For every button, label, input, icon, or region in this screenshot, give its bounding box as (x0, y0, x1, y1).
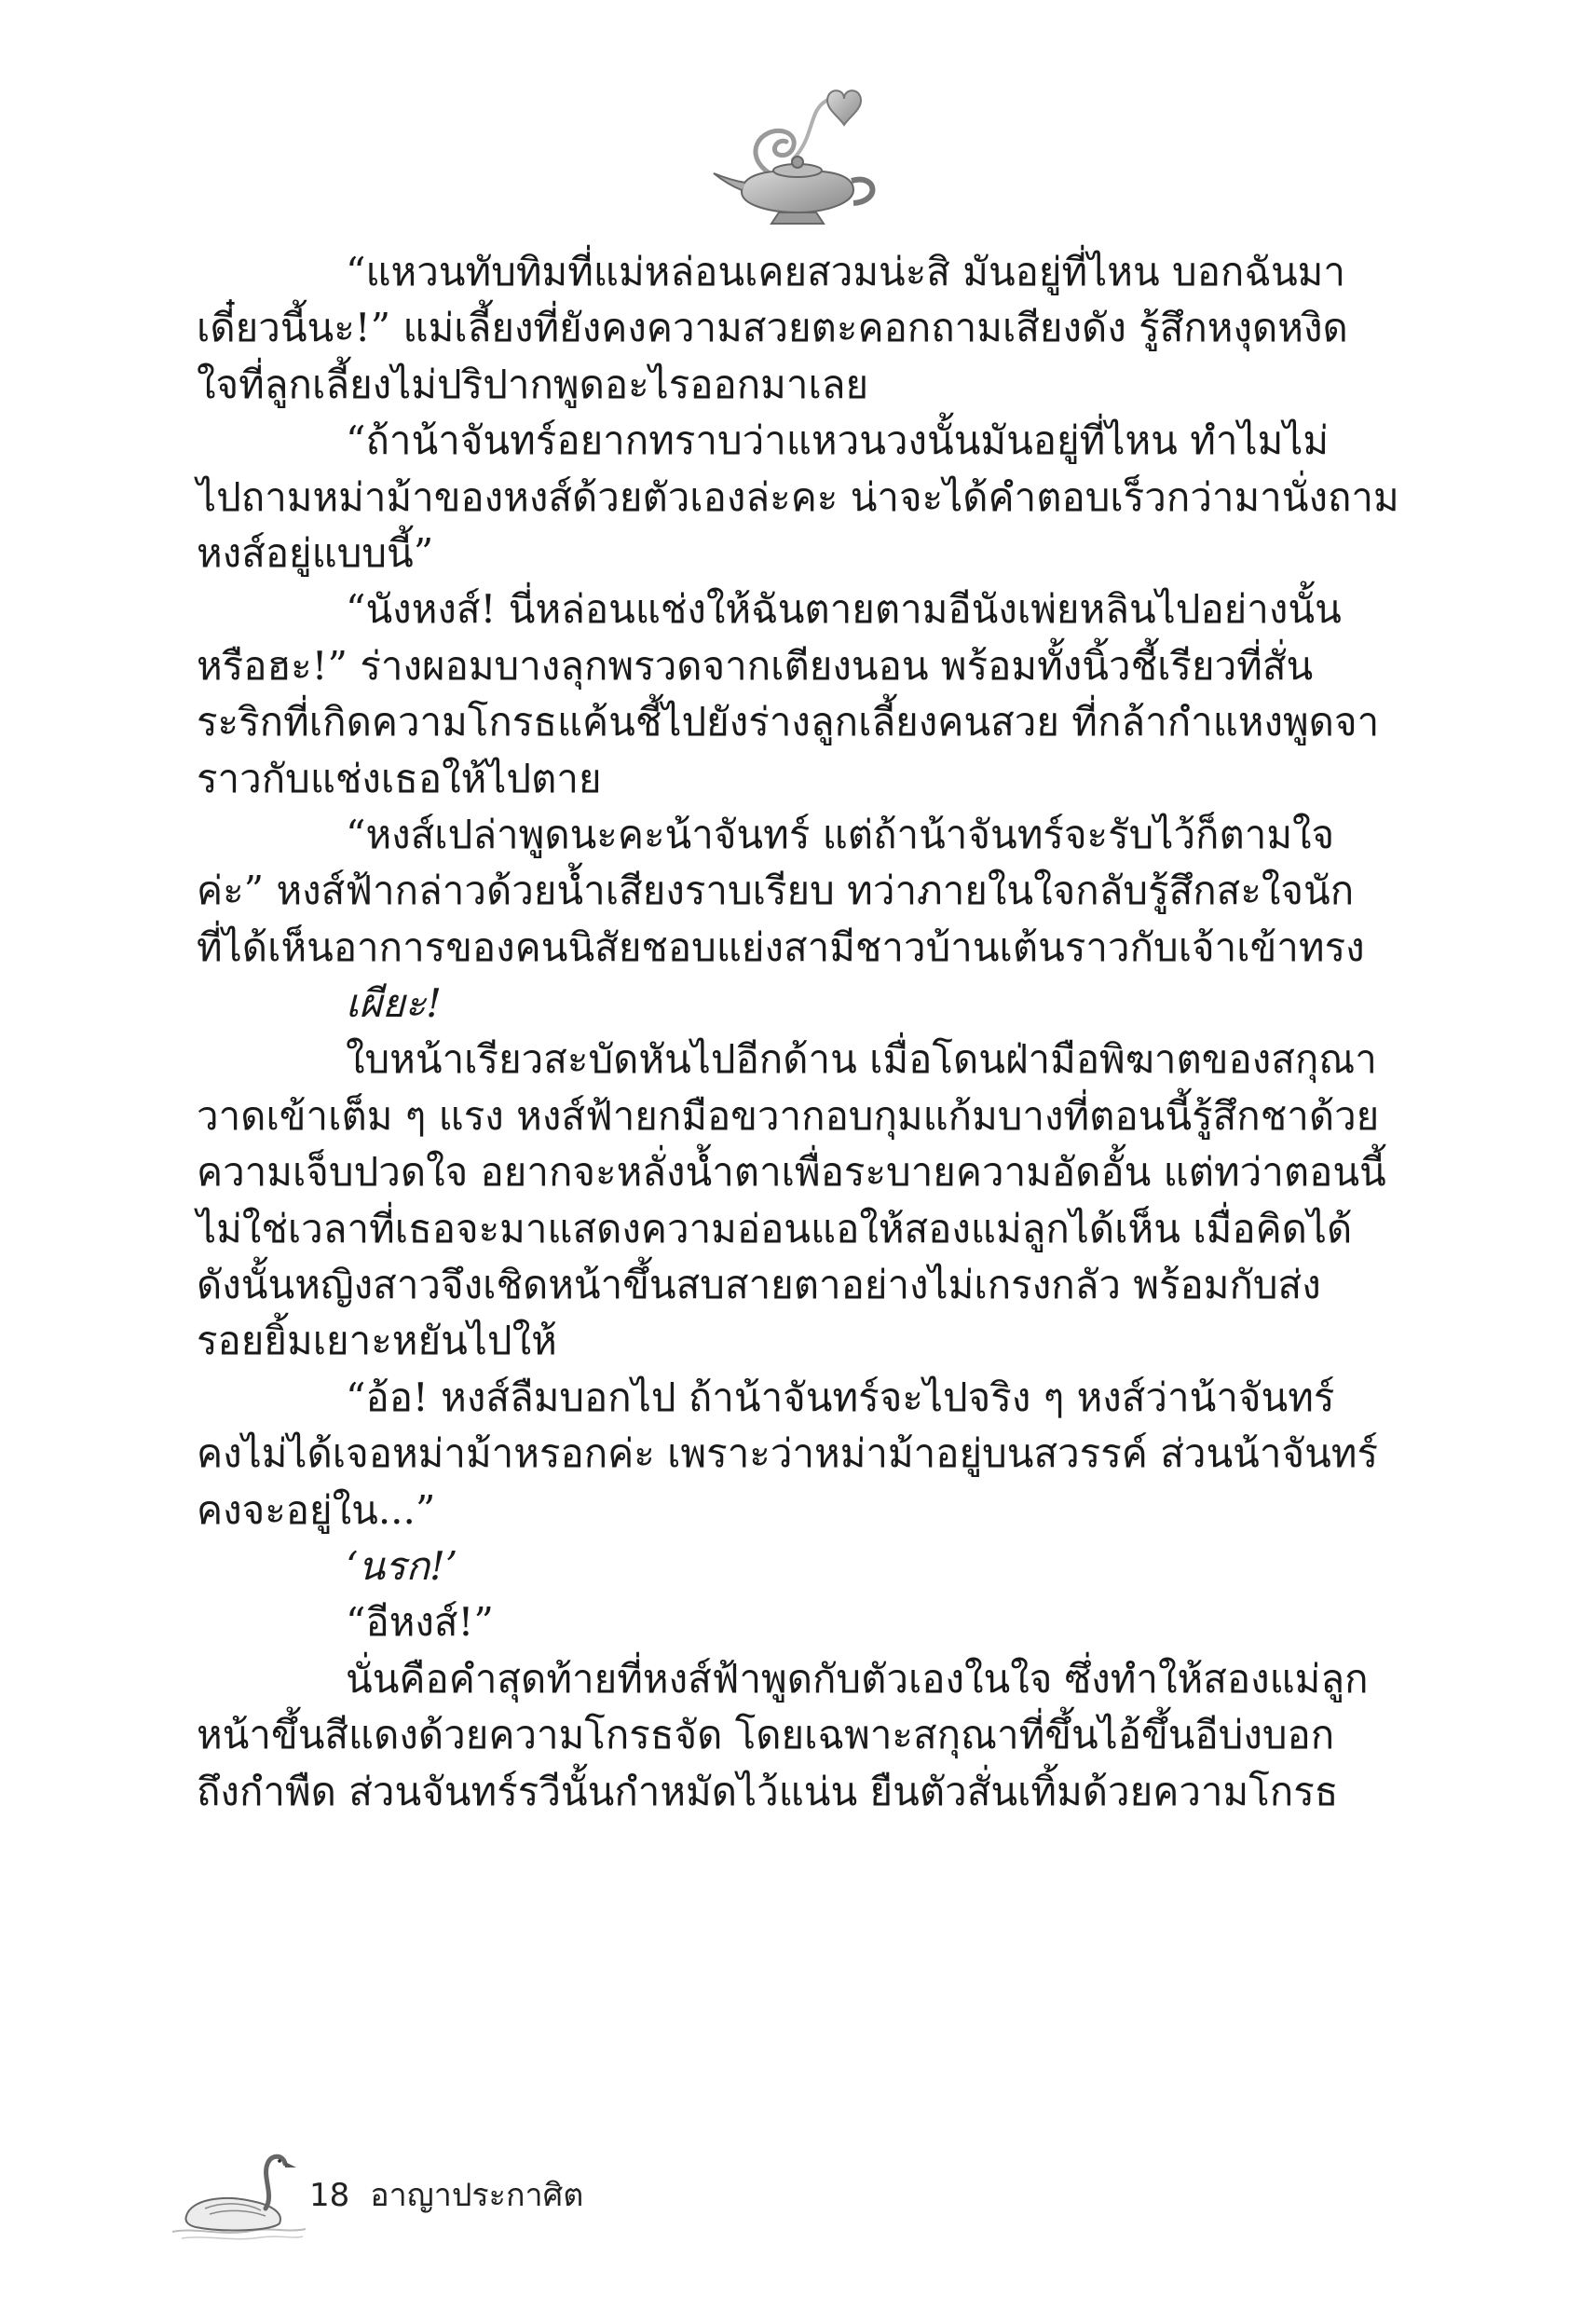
book-title: อาญาประกาศิต (370, 2177, 584, 2214)
text-line: ดังนั้นหญิงสาวจึงเชิดหน้าขึ้นสบสายตาอย่างไม่เกรงกลัว พร้อมกับส่ง (197, 1262, 1321, 1308)
text-line: ค่ะ” หงส์ฟ้ากล่าวด้วยน้ำเสียงราบเรียบ ทว่าภายในใจกลับรู้สึกสะใจนัก (197, 868, 1355, 914)
text-line: ที่ได้เห็นอาการของคนนิสัยชอบแย่งสามีชาวบ้านเต้นราวกับเจ้าเข้าทรง (197, 923, 1365, 970)
text-line: ระริกที่เกิดความโกรธแค้นชี้ไปยังร่างลูกเลี้ยงคนสวย ที่กล้ากำแหงพูดจา (197, 699, 1380, 745)
swan-icon (168, 2143, 307, 2246)
text-line: หงส์อยู่แบบนี้” (197, 529, 434, 576)
text-line: “แหวนทับทิมที่แม่หล่อนเคยสวมน่ะสิ มันอยู่ที่ไหน บอกฉันมา (346, 249, 1345, 294)
footer-text (309, 2169, 583, 2220)
text-line: คงจะอยู่ใน...” (197, 1486, 436, 1533)
text-line: “ถ้าน้าจันทร์อยากทราบว่าแหวนวงนั้นมันอยู่ที่ไหน ทำไมไม่ (346, 417, 1330, 464)
text-line: ‘นรก!’ (346, 1542, 458, 1589)
text-line: ถึงกำพืด ส่วนจันทร์รวีนั้นกำหมัดไว้แน่น ยืนตัวสั่นเทิ้มด้วยความโกรธ (197, 1768, 1339, 1814)
text-line: ไปถามหม่าม้าของหงส์ด้วยตัวเองล่ะคะ น่าจะได้คำตอบเร็วกว่ามานั่งถาม (197, 473, 1399, 520)
text-line: รอยยิ้มเยาะหยันไปให้ (197, 1318, 557, 1364)
text-line: ไม่ใช่เวลาที่เธอจะมาแสดงความอ่อนแอให้สองแม่ลูกได้เห็น เมื่อคิดได้ (197, 1205, 1353, 1251)
text-line: “อ้อ! หงส์ลืมบอกไป ถ้าน้าจันทร์จะไปจริง ๆ หงส์ว่าน้าจันทร์ (346, 1374, 1335, 1420)
text-line: “นังหงส์! นี่หล่อนแช่งให้ฉันตายตามอีนังเพ่ยหลินไปอย่างนั้น (346, 586, 1342, 633)
text-line: หรือฮะ!” ร่างผอมบางลุกพรวดจากเตียงนอน พร้อมทั้งนิ้วชี้เรียวที่สั่น (197, 642, 1314, 689)
story-text (197, 244, 1399, 1820)
text-line: หน้าขึ้นสีแดงด้วยความโกรธจัด โดยเฉพาะสกุณาที่ขึ้นไอ้ขึ้นอีบ่งบอก (197, 1712, 1335, 1758)
genie-lamp-icon (704, 80, 891, 239)
page-footer (168, 2143, 727, 2255)
text-line: ความเจ็บปวดใจ อยากจะหลั่งน้ำตาเพื่อระบายความอัดอั้น แต่ทว่าตอนนี้ (197, 1149, 1386, 1196)
text-line: “อีหงส์!” (346, 1599, 494, 1646)
text-line: ใบหน้าเรียวสะบัดหันไปอีกด้าน เมื่อโดนฝ่ามือพิฆาตของสกุณา (346, 1036, 1377, 1083)
page-number: 18 (309, 2177, 350, 2214)
text-line: “หงส์เปล่าพูดนะคะน้าจันทร์ แต่ถ้าน้าจันทร์จะรับไว้ก็ตามใจ (346, 811, 1335, 857)
text-line: คงไม่ได้เจอหม่าม้าหรอกค่ะ เพราะว่าหม่าม้าอยู่บนสวรรค์ ส่วนน้าจันทร์ (197, 1430, 1379, 1477)
text-line: ใจที่ลูกเลี้ยงไม่ปริปากพูดอะไรออกมาเลย (197, 361, 869, 407)
text-line: เผียะ! (346, 980, 443, 1027)
text-line: เดี๋ยวนี้นะ!” แม่เลี้ยงที่ยังคงความสวยตะคอกถามเสียงดัง รู้สึกหงุดหงิด (197, 305, 1348, 351)
text-line: ราวกับแช่งเธอให้ไปตาย (197, 755, 602, 801)
text-line: นั่นคือคำสุดท้ายที่หงส์ฟ้าพูดกับตัวเองในใจ ซึ่งทำให้สองแม่ลูก (346, 1655, 1369, 1702)
text-line: วาดเข้าเต็ม ๆ แรง หงส์ฟ้ายกมือขวากอบกุมแก้มบางที่ตอนนี้รู้สึกชาด้วย (197, 1092, 1380, 1139)
